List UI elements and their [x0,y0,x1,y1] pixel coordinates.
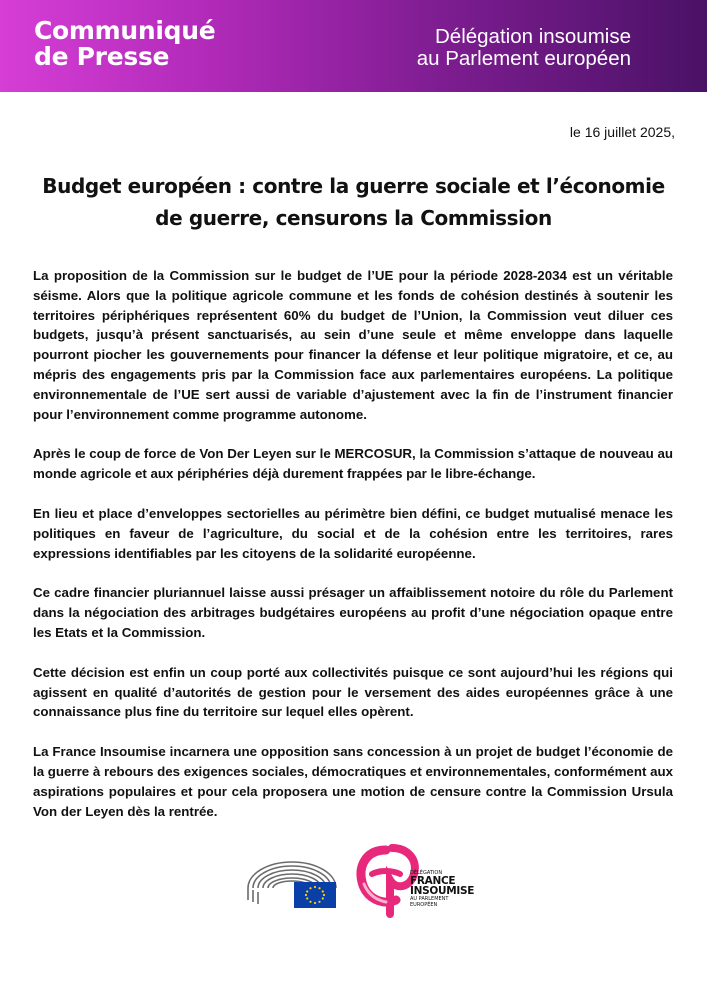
title-line2: de guerre, censurons la Commission [155,206,552,230]
paragraph: Cette décision est enfin un coup porté aux collectivités puisque ce sont aujourd’hui les régions qui agissent en qualité d’autorités de gestion pour le versement des aides européennes grâce à une connaissance plus fine du territoire sur lequel elles opèrent. [33,664,673,720]
press-release-line1: Communiqué [34,16,216,45]
document-date: le 16 juillet 2025, [569,124,675,140]
france-insoumise-logo-text [410,870,475,908]
fi-logo-big2: INSOUMISE [410,885,475,897]
paragraph: La France Insoumise incarnera une opposition sans concession à un projet de budget l’économie de la guerre à rebours des exigences sociales, démocratiques et environnementales, conformément aux aspirations populaires et pour cela proposera une motion de censure contre la Commission Ursula Von der Leyen dès la rentrée. [33,744,673,819]
paragraph: Après le coup de force de Von Der Leyen sur le MERCOSUR, la Commission s’attaque de nouveau au monde agricole et aux périphéries déjà durement frappées par le libre-échange. [33,446,673,482]
press-release-line2: de Presse [34,42,170,71]
document-body [33,266,673,841]
paragraph: Ce cadre financier pluriannuel laisse aussi présager un affaiblissement notoire du rôle du Parlement dans la négociation des arbitrages budgétaires européens au profit d’une négociation opaque entre les Etats et la Commission. [33,585,673,640]
footer-logos [0,840,707,920]
header-banner [0,0,707,92]
delegation-line1: Délégation insoumise [434,25,631,48]
delegation-line2: au Parlement européen [416,47,631,70]
fi-logo-big1: FRANCE [410,875,456,887]
european-parliament-logo-icon [244,854,340,910]
delegation-label [417,26,631,70]
paragraph: La proposition de la Commission sur le budget de l’UE pour la période 2028-2034 est un véritable séisme. Alors que la politique agricole commune et les fonds de cohésion destinés à soutenir les territoires périphériques représentent 60% du budget de l’Union, la Commission veut diluer ces budgets, jusqu’à présent sanctuarisés, au sein d’une seule et même enveloppe dans laquelle pourront piocher les gouvernements pour financer la défense et leur politique migratoire, et ce, au mépris des engagements pris par la Commission face aux parlementaires européens. La politique environnementale de l’UE sert aussi de variable d’ajustement avec la fin de l’instrument financier pour l’environnement comme programme autonome. [33,268,673,422]
document-title [20,170,687,234]
press-release-label [34,18,215,70]
paragraph: En lieu et place d’enveloppes sectorielles au périmètre bien défini, ce budget mutualisé menace les politiques en faveur de l’agriculture, du social et de la cohésion entre les territoires, rares expressions identifiables par les citoyens de la solidarité européenne. [33,505,673,561]
fi-logo-small-top: DÉLÉGATION [410,870,443,876]
title-line1: Budget européen : contre la guerre sociale et l’économie [42,174,665,198]
fi-logo-small-bottom: AU PARLEMENT EUROPÉEN [410,896,449,908]
